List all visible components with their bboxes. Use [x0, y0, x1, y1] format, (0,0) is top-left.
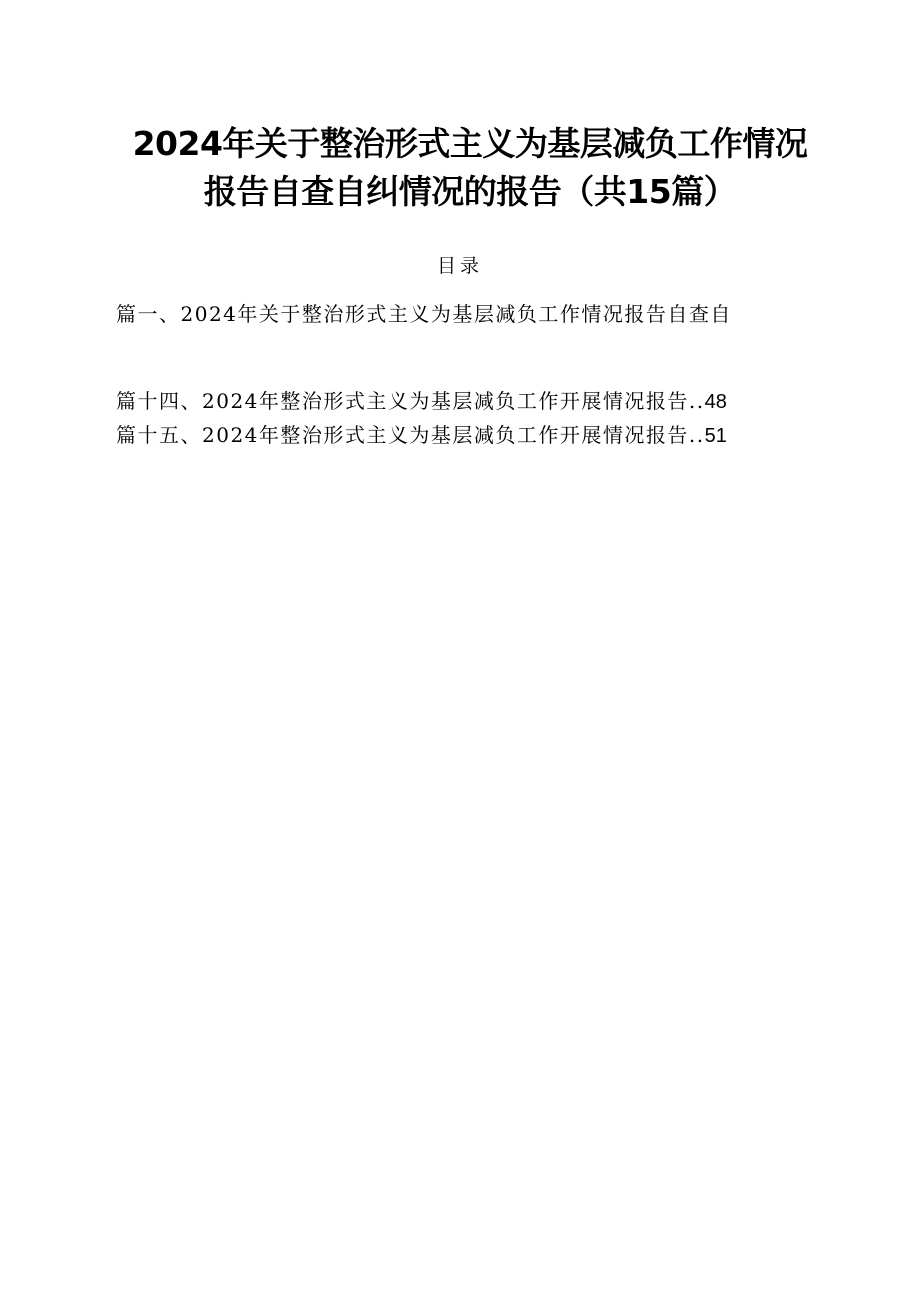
toc-entry-1[interactable] — [116, 300, 732, 329]
toc-entry-15[interactable] — [116, 421, 727, 450]
toc-entry-label: 篇十五、2024年整治形式主义为基层减负工作开展情况报告.. — [116, 423, 705, 447]
toc-entry-label: 篇一、2024年关于整治形式主义为基层减负工作情况报告自查自 — [116, 302, 732, 326]
document-title-line-2: 报告自查自纠情况的报告（共15篇） — [203, 172, 737, 211]
toc-entry-page: 51 — [704, 425, 727, 447]
toc-entry-page: 48 — [704, 391, 727, 413]
toc-heading: 目录 — [436, 255, 483, 277]
toc-entry-label: 篇十四、2024年整治形式主义为基层减负工作开展情况报告.. — [116, 389, 705, 413]
document-title-line-1: 2024年关于整治形式主义为基层减负工作情况 — [132, 124, 808, 163]
toc-entry-14[interactable] — [116, 387, 727, 416]
